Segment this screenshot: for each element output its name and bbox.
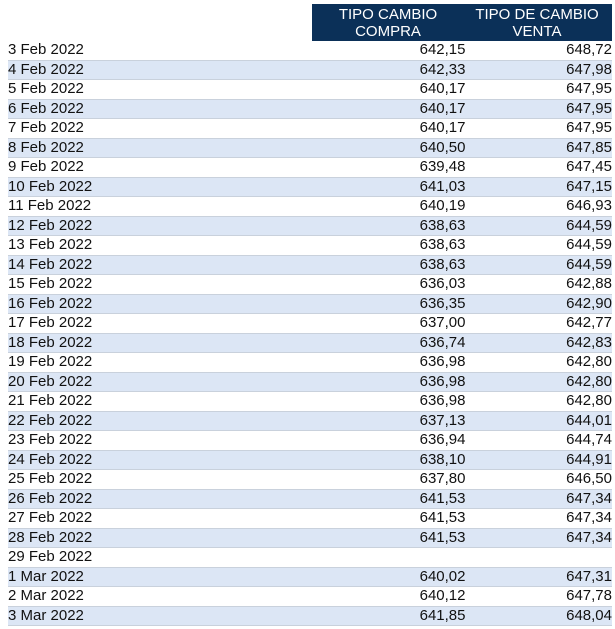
sell-rate-cell: 644,01	[466, 411, 613, 431]
sell-rate-cell: 642,88	[466, 275, 613, 295]
buy-rate-cell: 641,53	[315, 489, 465, 509]
table-row	[8, 392, 612, 412]
buy-rate-cell: 636,03	[315, 275, 465, 295]
table-row	[8, 99, 612, 119]
date-cell: 23 Feb 2022	[8, 431, 315, 451]
sell-rate-cell: 644,59	[466, 216, 613, 236]
header-sell-line1: TIPO DE CAMBIO	[475, 5, 599, 23]
table-row	[8, 411, 612, 431]
sell-rate-cell: 644,59	[466, 255, 613, 275]
buy-rate-cell: 638,10	[315, 450, 465, 470]
buy-rate-cell: 637,13	[315, 411, 465, 431]
table-row	[8, 314, 612, 334]
buy-rate-cell: 642,15	[315, 41, 465, 60]
buy-rate-cell: 641,03	[315, 177, 465, 197]
table-row	[8, 294, 612, 314]
buy-rate-cell: 637,00	[315, 314, 465, 334]
date-cell: 17 Feb 2022	[8, 314, 315, 334]
buy-rate-cell: 636,98	[315, 372, 465, 392]
table-row	[8, 275, 612, 295]
buy-rate-cell: 640,17	[315, 99, 465, 119]
sell-rate-cell: 648,04	[466, 606, 613, 626]
table-row	[8, 470, 612, 490]
table-row	[8, 548, 612, 568]
sell-rate-cell: 647,95	[466, 119, 613, 139]
table-row	[8, 509, 612, 529]
date-cell: 2 Mar 2022	[8, 587, 315, 607]
buy-rate-cell: 641,53	[315, 509, 465, 529]
sell-rate-cell: 647,34	[466, 509, 613, 529]
table-row	[8, 177, 612, 197]
date-cell: 21 Feb 2022	[8, 392, 315, 412]
table-row	[8, 60, 612, 80]
table-row	[8, 567, 612, 587]
table-row	[8, 236, 612, 256]
date-cell: 26 Feb 2022	[8, 489, 315, 509]
buy-rate-cell: 636,98	[315, 353, 465, 373]
buy-rate-cell: 636,94	[315, 431, 465, 451]
sell-rate-cell: 646,93	[466, 197, 613, 217]
date-cell: 12 Feb 2022	[8, 216, 315, 236]
date-cell: 9 Feb 2022	[8, 158, 315, 178]
buy-rate-cell: 642,33	[315, 60, 465, 80]
table-row	[8, 138, 612, 158]
date-cell: 13 Feb 2022	[8, 236, 315, 256]
sell-rate-cell: 648,72	[466, 41, 613, 60]
sell-rate-cell: 642,80	[466, 392, 613, 412]
date-cell: 18 Feb 2022	[8, 333, 315, 353]
table-row	[8, 431, 612, 451]
table-row	[8, 158, 612, 178]
buy-rate-cell: 641,85	[315, 606, 465, 626]
sell-rate-cell: 642,80	[466, 372, 613, 392]
sell-rate-cell: 642,80	[466, 353, 613, 373]
date-cell: 7 Feb 2022	[8, 119, 315, 139]
table-row	[8, 353, 612, 373]
sell-rate-cell: 646,50	[466, 470, 613, 490]
buy-rate-cell: 638,63	[315, 255, 465, 275]
header-sell-rate	[464, 4, 610, 41]
date-cell: 22 Feb 2022	[8, 411, 315, 431]
date-cell: 25 Feb 2022	[8, 470, 315, 490]
sell-rate-cell: 644,59	[466, 236, 613, 256]
table-row	[8, 80, 612, 100]
date-cell: 16 Feb 2022	[8, 294, 315, 314]
date-cell: 24 Feb 2022	[8, 450, 315, 470]
buy-rate-cell: 640,12	[315, 587, 465, 607]
table-row	[8, 255, 612, 275]
buy-rate-cell: 640,02	[315, 567, 465, 587]
date-cell: 5 Feb 2022	[8, 80, 315, 100]
date-cell: 11 Feb 2022	[8, 197, 315, 217]
buy-rate-cell: 640,17	[315, 80, 465, 100]
exchange-rate-table-body	[8, 41, 612, 626]
date-cell: 10 Feb 2022	[8, 177, 315, 197]
buy-rate-cell: 636,74	[315, 333, 465, 353]
sell-rate-cell: 647,95	[466, 99, 613, 119]
header-buy-line1: TIPO CAMBIO	[338, 5, 438, 23]
buy-rate-cell: 640,19	[315, 197, 465, 217]
sell-rate-cell: 642,83	[466, 333, 613, 353]
sell-rate-cell: 647,15	[466, 177, 613, 197]
date-cell: 4 Feb 2022	[8, 60, 315, 80]
table-row	[8, 333, 612, 353]
date-cell: 15 Feb 2022	[8, 275, 315, 295]
sell-rate-cell: 647,85	[466, 138, 613, 158]
sell-rate-cell: 647,31	[466, 567, 613, 587]
date-cell: 29 Feb 2022	[8, 548, 315, 568]
date-cell: 1 Mar 2022	[8, 567, 315, 587]
table-row	[8, 216, 612, 236]
date-cell: 6 Feb 2022	[8, 99, 315, 119]
header-sell-line2: VENTA	[512, 22, 562, 40]
sell-rate-cell: 647,78	[466, 587, 613, 607]
date-cell: 8 Feb 2022	[8, 138, 315, 158]
sell-rate-cell: 642,77	[466, 314, 613, 334]
table-row	[8, 372, 612, 392]
table-row	[8, 41, 612, 60]
table-row	[8, 528, 612, 548]
sell-rate-cell: 644,91	[466, 450, 613, 470]
date-cell: 19 Feb 2022	[8, 353, 315, 373]
table-row	[8, 606, 612, 626]
sell-rate-cell	[466, 548, 613, 568]
table-header	[0, 4, 612, 41]
buy-rate-cell: 639,48	[315, 158, 465, 178]
exchange-rate-table	[8, 41, 612, 626]
table-row	[8, 489, 612, 509]
date-cell: 20 Feb 2022	[8, 372, 315, 392]
table-row	[8, 587, 612, 607]
date-cell: 27 Feb 2022	[8, 509, 315, 529]
date-cell: 3 Feb 2022	[8, 41, 315, 60]
sell-rate-cell: 647,34	[466, 489, 613, 509]
buy-rate-cell	[315, 548, 465, 568]
buy-rate-cell: 638,63	[315, 236, 465, 256]
table-row	[8, 197, 612, 217]
sell-rate-cell: 644,74	[466, 431, 613, 451]
buy-rate-cell: 641,53	[315, 528, 465, 548]
buy-rate-cell: 636,35	[315, 294, 465, 314]
buy-rate-cell: 636,98	[315, 392, 465, 412]
buy-rate-cell: 640,50	[315, 138, 465, 158]
table-row	[8, 450, 612, 470]
sell-rate-cell: 647,95	[466, 80, 613, 100]
header-buy-rate	[316, 4, 460, 41]
sell-rate-cell: 647,45	[466, 158, 613, 178]
header-buy-line2: COMPRA	[355, 22, 421, 40]
date-cell: 3 Mar 2022	[8, 606, 315, 626]
date-cell: 28 Feb 2022	[8, 528, 315, 548]
sell-rate-cell: 642,90	[466, 294, 613, 314]
sell-rate-cell: 647,34	[466, 528, 613, 548]
buy-rate-cell: 637,80	[315, 470, 465, 490]
sell-rate-cell: 647,98	[466, 60, 613, 80]
buy-rate-cell: 638,63	[315, 216, 465, 236]
table-row	[8, 119, 612, 139]
date-cell: 14 Feb 2022	[8, 255, 315, 275]
buy-rate-cell: 640,17	[315, 119, 465, 139]
